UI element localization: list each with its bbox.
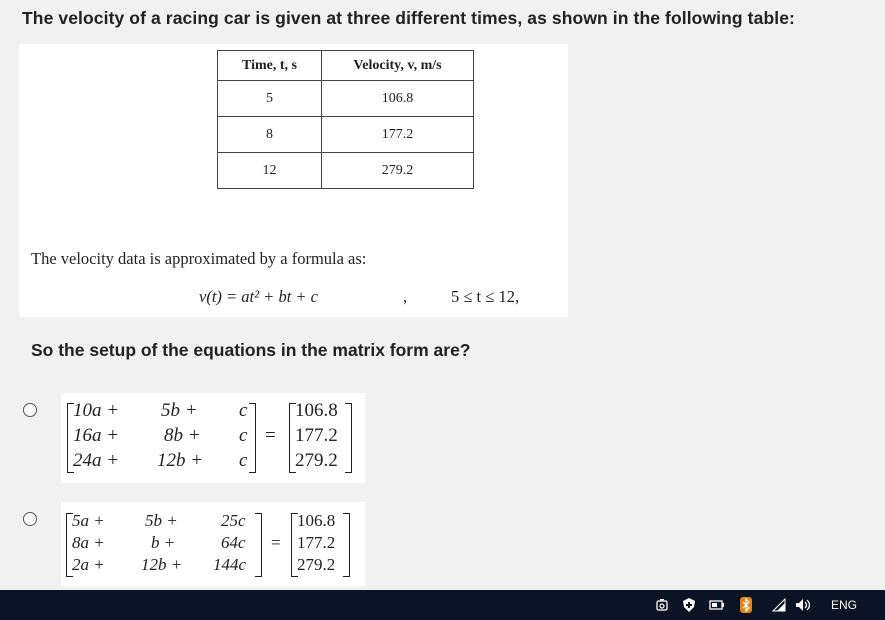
option-1-matrix[interactable]: [61, 393, 365, 483]
matrix-cell: 12b +: [141, 555, 183, 574]
problem-image: [19, 44, 568, 317]
rhs-value: 106.8: [295, 400, 338, 421]
matrix-cell: 24a +: [73, 450, 120, 471]
question-text: So the setup of the equations in the matrix form are?: [31, 340, 471, 360]
bluetooth-icon[interactable]: [738, 590, 754, 620]
table-cell: 177.2: [322, 117, 474, 153]
table-header: Velocity, v, m/s: [322, 51, 474, 81]
table-header: Time, t, s: [218, 51, 322, 81]
table-cell: 279.2: [322, 153, 474, 189]
rhs-value: 106.8: [297, 511, 336, 530]
language-indicator[interactable]: ENG: [831, 598, 858, 612]
matrix-cell: 2a +: [72, 555, 105, 574]
matrix-cell: 8b +: [164, 425, 201, 446]
equals-sign: =: [271, 533, 281, 552]
table-cell: 5: [218, 81, 322, 117]
question-heading: The velocity of a racing car is given at three different times, as shown in the following table:: [22, 8, 795, 28]
matrix-cell: b +: [151, 533, 176, 552]
matrix-cell: 144c: [213, 555, 247, 574]
time-range: 5 ≤ t ≤ 12,: [451, 287, 520, 306]
table-cell: 8: [218, 117, 322, 153]
matrix-cell: 5b +: [145, 511, 178, 530]
matrix-cell: 64c: [221, 533, 246, 552]
formula-comma: ,: [403, 287, 408, 306]
right-bracket: [255, 513, 262, 577]
table-row: [218, 117, 474, 153]
table-cell: 12: [218, 153, 322, 189]
matrix-cell: 16a +: [73, 425, 120, 446]
wifi-icon[interactable]: [770, 590, 788, 620]
matrix-cell: 10a +: [73, 400, 120, 421]
rhs-value: 279.2: [297, 555, 336, 574]
matrix-cell: 8a +: [72, 533, 105, 552]
taskbar: [0, 590, 885, 620]
table-header-row: [218, 51, 474, 81]
right-bracket: [345, 403, 352, 473]
velocity-formula: v(t) = at² + bt + c: [199, 287, 318, 306]
matrix-equation: [61, 502, 365, 586]
matrix-equation: [61, 393, 365, 483]
speaker-icon[interactable]: [794, 590, 814, 620]
table-row: [218, 153, 474, 189]
camera-icon[interactable]: [654, 590, 670, 620]
option-2-radio[interactable]: [23, 512, 37, 526]
formula-description: The velocity data is approximated by a formula as:: [31, 249, 367, 268]
matrix-cell: c: [239, 425, 248, 446]
equals-sign: =: [265, 425, 276, 446]
matrix-cell: 5b +: [161, 400, 198, 421]
matrix-cell: 12b +: [157, 450, 204, 471]
right-bracket: [343, 513, 350, 577]
rhs-value: 177.2: [295, 425, 338, 446]
matrix-cell: 5a +: [72, 511, 105, 530]
option-2-matrix[interactable]: [61, 502, 365, 586]
table-cell: 106.8: [322, 81, 474, 117]
rhs-value: 279.2: [295, 450, 338, 471]
right-bracket: [249, 403, 256, 473]
shield-icon[interactable]: [680, 590, 698, 620]
battery-icon[interactable]: [708, 590, 726, 620]
option-1-radio[interactable]: [23, 403, 37, 417]
matrix-cell: 25c: [221, 511, 246, 530]
table-row: [218, 81, 474, 117]
matrix-cell: c: [239, 400, 248, 421]
matrix-cell: c: [239, 450, 248, 471]
velocity-table: [217, 50, 474, 189]
rhs-value: 177.2: [297, 533, 336, 552]
